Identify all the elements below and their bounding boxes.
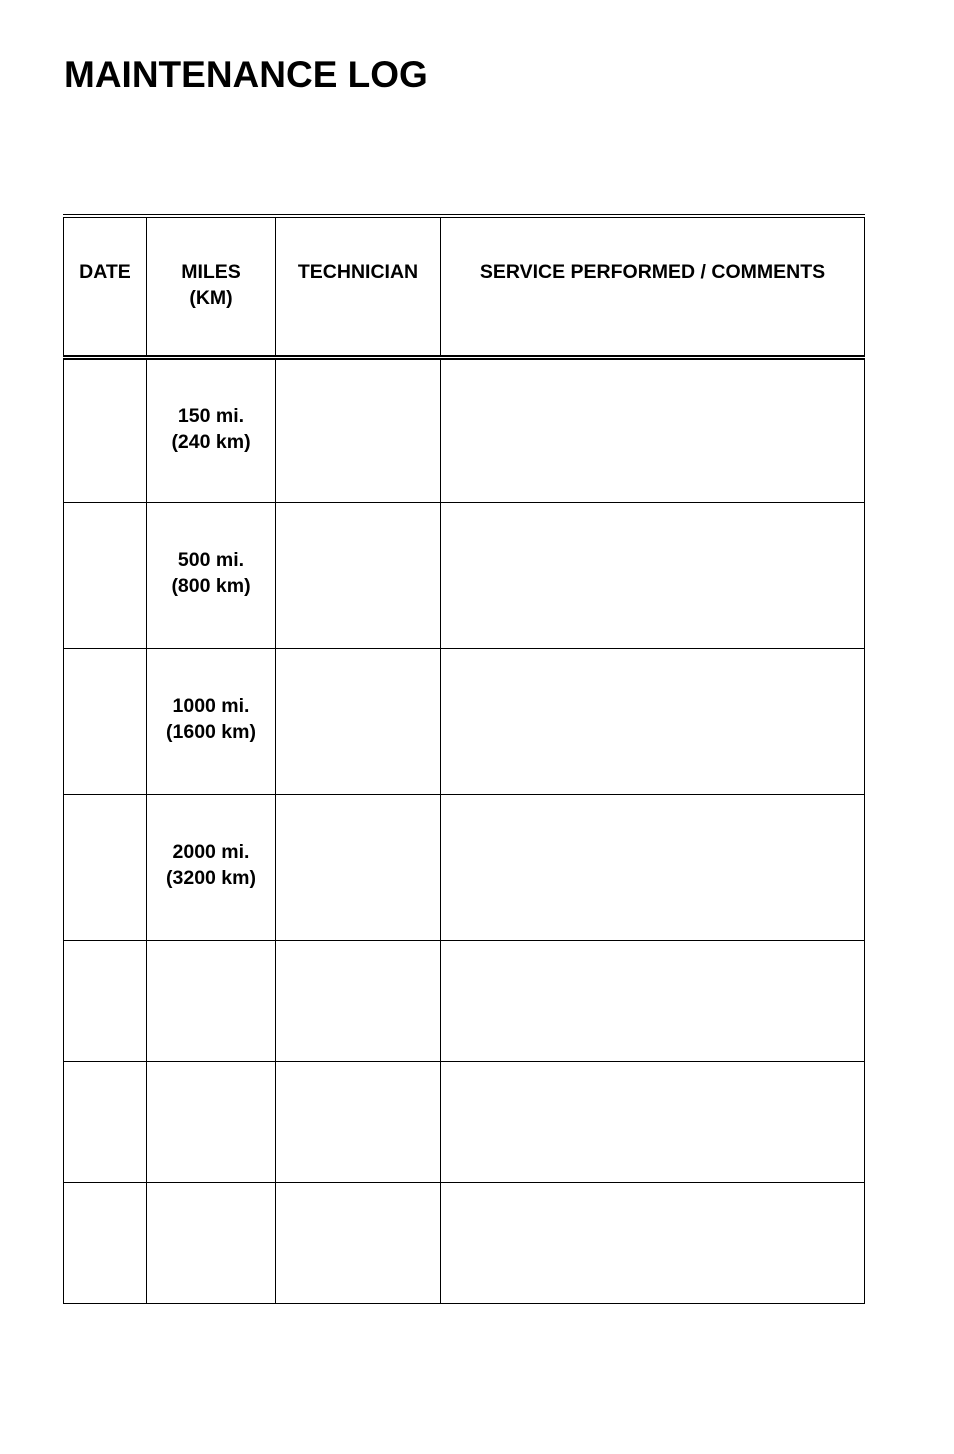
table-row: [64, 648, 865, 794]
service-comments-cell[interactable]: [441, 940, 865, 1061]
date-cell[interactable]: [64, 1182, 147, 1303]
service-comments-cell[interactable]: [441, 794, 865, 940]
km-value: (3200 km): [166, 867, 256, 889]
service-comments-cell[interactable]: [441, 357, 865, 502]
table-header: [64, 216, 865, 357]
date-cell[interactable]: [64, 794, 147, 940]
column-header-service-label: SERVICE PERFORMED / COMMENTS: [479, 261, 826, 283]
miles-cell: [147, 357, 276, 502]
miles-value: 500 mi.: [177, 549, 245, 571]
maintenance-log-table: [63, 214, 865, 1304]
column-header-date: [64, 216, 147, 357]
column-header-service: [441, 216, 865, 357]
technician-cell[interactable]: [276, 1182, 441, 1303]
column-header-miles: [147, 216, 276, 357]
header-row: [64, 216, 865, 357]
technician-cell[interactable]: [276, 794, 441, 940]
date-cell[interactable]: [64, 502, 147, 648]
miles-value: 150 mi.: [177, 404, 245, 427]
technician-cell[interactable]: [276, 1061, 441, 1182]
column-header-technician: [276, 216, 441, 357]
table-row: [64, 1182, 865, 1303]
technician-cell[interactable]: [276, 357, 441, 502]
miles-value: 1000 mi.: [172, 695, 250, 717]
table-row: [64, 502, 865, 648]
miles-value: 2000 mi.: [172, 841, 250, 863]
miles-cell: [147, 502, 276, 648]
technician-cell[interactable]: [276, 502, 441, 648]
miles-cell[interactable]: [147, 1061, 276, 1182]
technician-cell[interactable]: [276, 648, 441, 794]
miles-cell: [147, 794, 276, 940]
miles-cell: [147, 648, 276, 794]
table-body: [64, 357, 865, 1303]
table-row: [64, 357, 865, 502]
technician-cell[interactable]: [276, 940, 441, 1061]
page-title: MAINTENANCE LOG: [64, 54, 428, 95]
service-comments-cell[interactable]: [441, 1182, 865, 1303]
table-row: [64, 1061, 865, 1182]
table-row: [64, 794, 865, 940]
service-comments-cell[interactable]: [441, 648, 865, 794]
column-header-miles-label: MILES: [181, 261, 241, 283]
km-value: (800 km): [171, 575, 251, 597]
date-cell[interactable]: [64, 648, 147, 794]
service-comments-cell[interactable]: [441, 502, 865, 648]
miles-cell[interactable]: [147, 940, 276, 1061]
column-header-technician-label: TECHNICIAN: [297, 261, 419, 283]
column-header-km-label: (KM): [189, 287, 233, 309]
date-cell[interactable]: [64, 357, 147, 502]
table-row: [64, 940, 865, 1061]
date-cell[interactable]: [64, 940, 147, 1061]
service-comments-cell[interactable]: [441, 1061, 865, 1182]
date-cell[interactable]: [64, 1061, 147, 1182]
miles-cell[interactable]: [147, 1182, 276, 1303]
column-header-date-label: DATE: [79, 261, 131, 283]
km-value: (240 km): [171, 430, 251, 453]
km-value: (1600 km): [166, 721, 256, 743]
